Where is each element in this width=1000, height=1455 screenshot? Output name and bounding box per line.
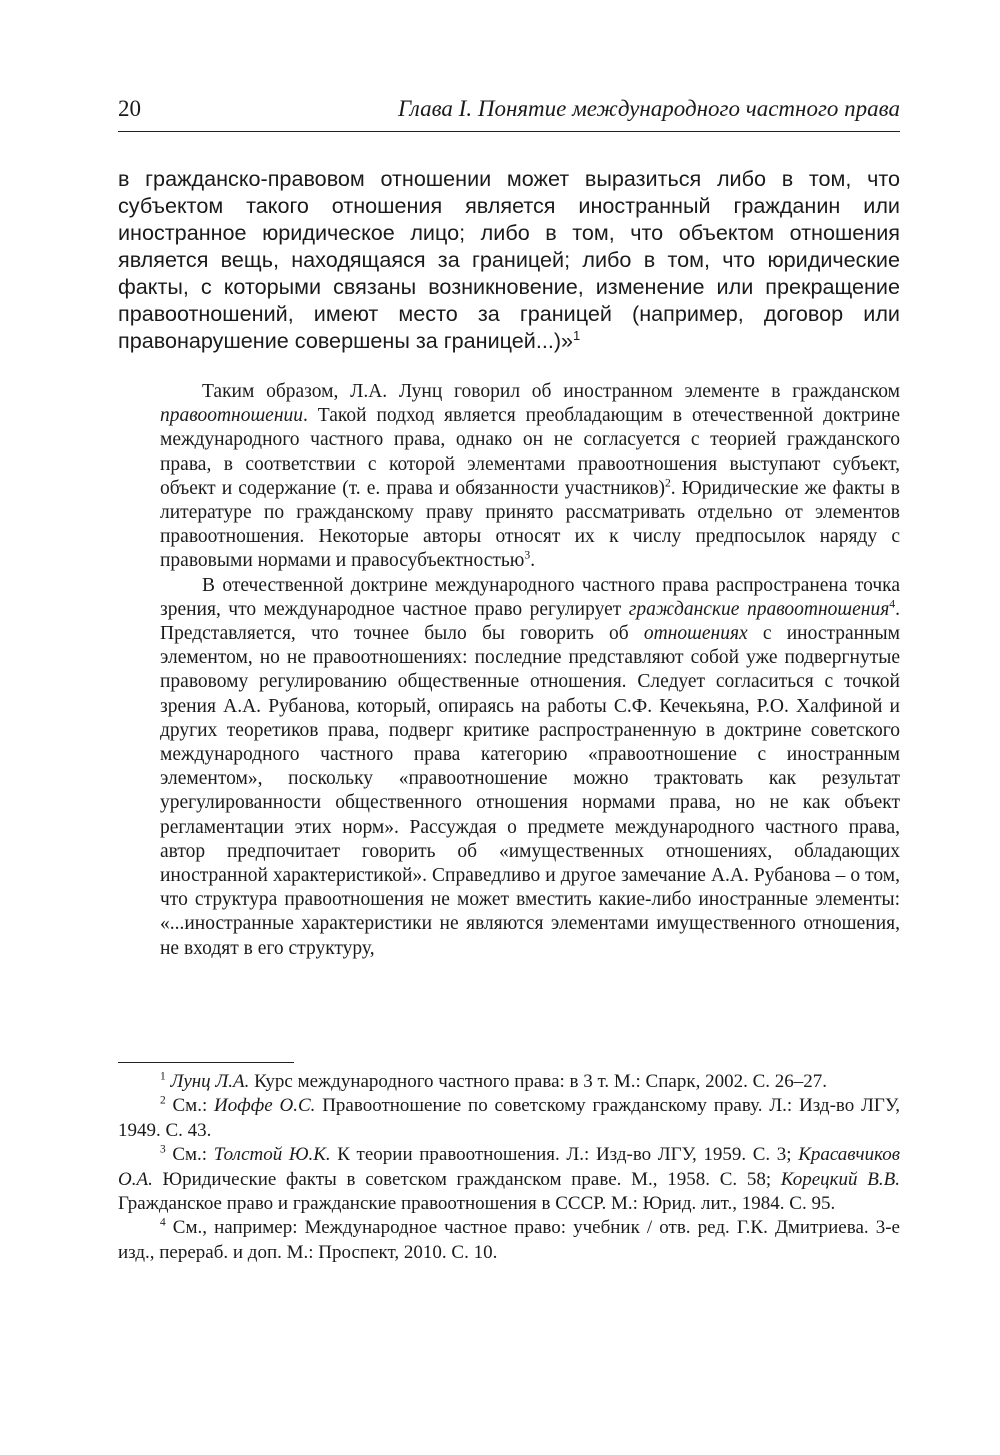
footnote-3-author-1: Толстой Ю.К. [213,1144,331,1166]
footnote-2-prefix: См.: [165,1095,215,1117]
paragraph-1 [160,380,900,574]
footnotes [118,1070,900,1265]
footnote-separator [118,1062,294,1063]
footnote-ref-2[interactable]: 2 [664,476,671,490]
chapter-title: Глава I. Понятие международного частного права [397,96,900,121]
header-rule [118,131,900,132]
paragraph-2 [160,574,900,961]
footnote-3-prefix: См.: [165,1144,214,1166]
footnote-1-text: Курс международного частного права: в 3 т. М.: Спарк, 2002. С. 26–27. [249,1071,827,1092]
footnote-3-text-2: Юридические факты в советском гражданском праве. М., 1958. С. 58; [152,1168,781,1190]
footnote-4 [118,1216,900,1265]
footnote-4-text: См., например: Международное частное право: учебник / отв. ред. Г.К. Дмитриева. 3-е изд., перераб. и доп. М.: Проспект, 2010. С. 10. [118,1217,900,1263]
main-text [160,380,900,961]
footnote-number-2: 2 [160,1095,166,1108]
footnote-number-1: 1 [160,1070,166,1083]
footnote-2 [118,1094,900,1143]
footnote-3 [118,1143,900,1216]
paragraph-2-emphasis-1: гражданские правоотношения [628,598,890,620]
footnote-3-author-2: Красавчиков О.А. [118,1144,901,1190]
footnote-number-3: 3 [160,1143,166,1156]
footnote-3-text-1: К теории правоотношения. Л.: Изд-во ЛГУ, 1959. С. 3; [330,1144,799,1166]
quotation-block [118,165,900,354]
footnote-2-text: Правоотношение по советскому гражданскому праву. Л.: Изд-во ЛГУ, 1949. С. 43. [118,1095,901,1141]
quotation-text: в гражданско-правовом отношении может выразиться либо в том, что субъектом такого отношения является иностранный гражданин или иностранное юридическое лицо; либо в том, что объектом отношения является вещь, находящаяся за границей; либо в том, что юридические факты, с которыми связаны возникновение, изменение или прекращение правоотношений, имеют место за границей (например, договор или правонарушение совершены за границей...)» [118,166,900,353]
paragraph-1-emphasis-1: правоотношении [160,405,304,427]
footnote-number-4: 4 [160,1217,166,1230]
footnote-1-author: Лунц Л.А. [170,1071,250,1092]
paragraph-1-text-2: . Такой подход является преобладающим в отечественной доктрине международного частного права, однако он не согласуется с теорией гражданского права, в соответствии с которой элементами правоотношения выступают субъект, объект и содержание (т. е. права и обязанности участников) [160,405,900,499]
paragraph-1-text-4: . [530,550,536,572]
footnote-ref-3[interactable]: 3 [524,548,531,562]
footnote-ref-1[interactable]: 1 [573,327,581,343]
paragraph-1-text-1: Таким образом, Л.А. Лунц говорил об иностранном элементе в гражданском [202,381,900,402]
footnote-3-author-3: Корецкий В.В. [780,1168,900,1190]
footnote-2-author: Иоффе О.С. [214,1095,316,1117]
footnote-ref-4[interactable]: 4 [889,597,896,611]
page-number: 20 [118,96,141,121]
footnote-1 [118,1070,900,1094]
paragraph-2-text-3: с иностранным элементом, но не правоотношениях: последние представляют собой уже подвергнутые правовому регулированию общественные отношения. Следует согласиться с точкой зрения А.А. Рубанова, который, опираясь на работы С.Ф. Кечекьяна, Р.О. Халфиной и других теоретиков права, подверг критике распространенную в доктрине советского международного частного права категорию «правоотношение с иностранным элементом», поскольку «правоотношение можно трактовать как результат урегулированности общественного отношения нормами права, но не как объект регламентации этих норм». Рассуждая о предмете международного частного права, автор предпочитает говорить об «имущественных отношениях, обладающих иностранной характеристикой». Справедливо и другое замечание А.А. Рубанова – о том, что структура правоотношения не может вместить какие-либо иностранные элементы: «...иностранные характеристики не являются элементами имущественного отношения, не входят в его структуру, [160,623,900,959]
paragraph-1-text-3: . Юридические же факты в литературе по гражданскому праву принято рассматривать отдельно от элементов правоотношения. Некоторые авторы относят их к числу предпосылок наряду с правовыми нормами и правосубъектностью [160,477,900,572]
paragraph-2-emphasis-2: отношениях [643,623,748,645]
paragraph-2-text-2: . Представляется, что точнее было бы говорить об [160,598,900,645]
paragraph-2-text-1: В отечественной доктрине международного частного права распространена точка зрения, что международное частное право регулирует [160,574,900,620]
running-header [118,96,900,122]
footnote-3-text-3: Гражданское право и гражданские правоотношения в СССР. М.: Юрид. лит., 1984. С. 95. [118,1193,836,1215]
